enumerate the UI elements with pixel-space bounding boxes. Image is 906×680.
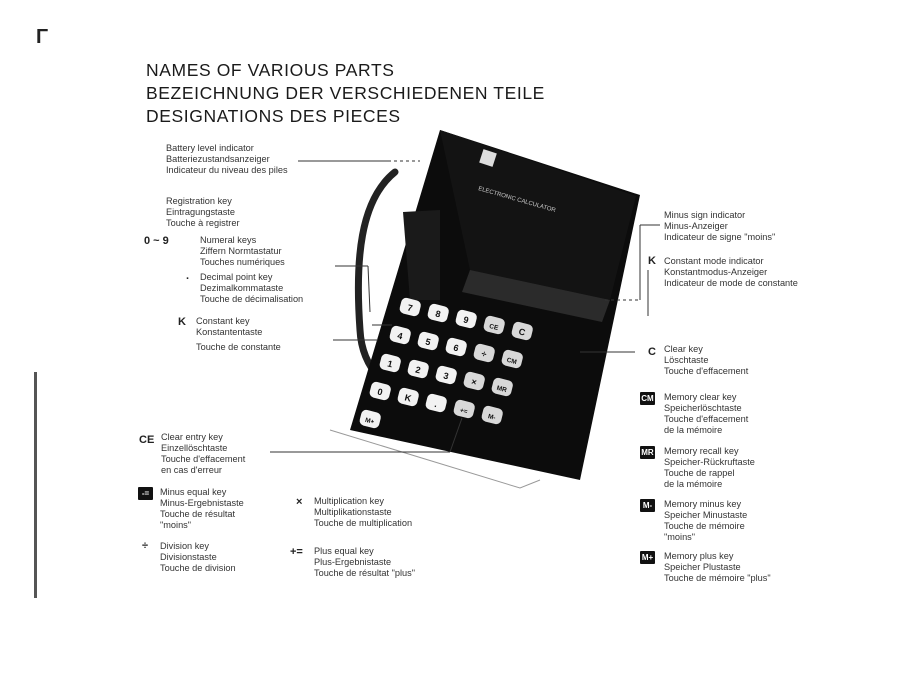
battery-indicator-label: Battery level indicator Batteriezustandsanzeiger Indicateur du niveau des piles <box>166 143 288 175</box>
clear-key-label: Clear key Löschtaste Touche d'effacement <box>664 344 749 376</box>
plus-equal-symbol: += <box>290 546 303 558</box>
memory-minus-label: Memory minus key Speicher Minustaste Touche de mémoire "moins" <box>664 499 748 542</box>
svg-text:÷: ÷ <box>480 348 488 360</box>
svg-text:5: 5 <box>424 336 432 348</box>
svg-text:9: 9 <box>462 314 470 326</box>
constant-mode-label: Constant mode indicator Konstantmodus-Anzeiger Indicateur de mode de constante <box>664 256 798 288</box>
corner-mark: Γ <box>36 26 49 48</box>
svg-text:MR: MR <box>495 384 508 395</box>
svg-text:0: 0 <box>376 386 384 398</box>
clear-entry-label: Clear entry key Einzellöschtaste Touche d'effacement en cas d'erreur <box>161 432 246 475</box>
svg-text:CE: CE <box>488 322 499 332</box>
minus-equal-label: Minus equal key Minus-Ergebnistaste Touche de résultat "moins" <box>160 487 244 530</box>
plus-equal-label: Plus equal key Plus-Ergebnistaste Touche de résultat "plus" <box>314 546 416 578</box>
memory-recall-label: Memory recall key Speicher-Rückruftaste Touche de rappel de la mémoire <box>664 446 755 489</box>
division-symbol: ÷ <box>142 540 149 552</box>
memory-clear-chip: CM <box>641 394 654 403</box>
division-label: Division key Divisionstaste Touche de division <box>160 541 236 573</box>
svg-text:CM: CM <box>505 356 518 367</box>
svg-text:4: 4 <box>396 330 404 342</box>
decimal-point-symbol: . <box>186 270 190 282</box>
svg-text:3: 3 <box>442 370 450 382</box>
decimal-point-label: Decimal point key Dezimalkommataste Touche de décimalisation <box>200 272 304 304</box>
page-title-en: NAMES OF VARIOUS PARTS <box>146 60 395 80</box>
svg-text:K: K <box>403 392 413 404</box>
svg-text:×: × <box>470 376 478 388</box>
svg-text:M+: M+ <box>364 416 375 426</box>
svg-text:+=: += <box>459 407 469 416</box>
svg-text:8: 8 <box>434 308 442 320</box>
svg-text:.: . <box>433 398 439 410</box>
svg-text:1: 1 <box>386 358 394 370</box>
constant-mode-symbol: K <box>648 255 656 267</box>
svg-text:7: 7 <box>406 302 414 314</box>
memory-plus-chip: M+ <box>641 553 654 562</box>
multiplication-label: Multiplication key Multiplikationstaste Touche de multiplication <box>314 496 413 528</box>
svg-text:M-: M- <box>487 413 497 422</box>
svg-text:6: 6 <box>452 342 460 354</box>
minus-equal-chip: -= <box>138 487 153 500</box>
minus-sign-indicator-label: Minus sign indicator Minus-Anzeiger Indicateur de signe "moins" <box>664 210 776 242</box>
multiplication-symbol: × <box>296 496 303 508</box>
clear-entry-symbol: CE <box>139 434 155 446</box>
memory-recall-chip: MR <box>641 448 654 457</box>
numeral-keys-symbol: 0 ~ 9 <box>144 235 169 247</box>
constant-key-label: Constant key Konstantentaste Touche de constante <box>196 316 281 352</box>
numeral-keys-label: Numeral keys Ziffern Normtastatur Touches numériques <box>200 235 285 267</box>
svg-text:ELECTRONIC CALCULATOR: ELECTRONIC CALCULATOR <box>477 186 557 215</box>
svg-text:C: C <box>517 326 527 338</box>
constant-key-symbol: K <box>178 316 186 328</box>
page-title-de: BEZEICHNUNG DER VERSCHIEDENEN TEILE <box>146 83 545 103</box>
svg-text:2: 2 <box>414 364 422 376</box>
page-title-fr: DESIGNATIONS DES PIECES <box>146 106 401 126</box>
clear-key-symbol: C <box>648 346 656 358</box>
memory-plus-label: Memory plus key Speicher Plustaste Touche de mémoire "plus" <box>664 551 771 583</box>
memory-clear-label: Memory clear key Speicherlöschtaste Touche d'effacement de la mémoire <box>664 392 749 435</box>
memory-minus-chip: M- <box>640 499 655 512</box>
registration-key-label: Registration key Eintragungstaste Touche à registrer <box>166 196 240 228</box>
